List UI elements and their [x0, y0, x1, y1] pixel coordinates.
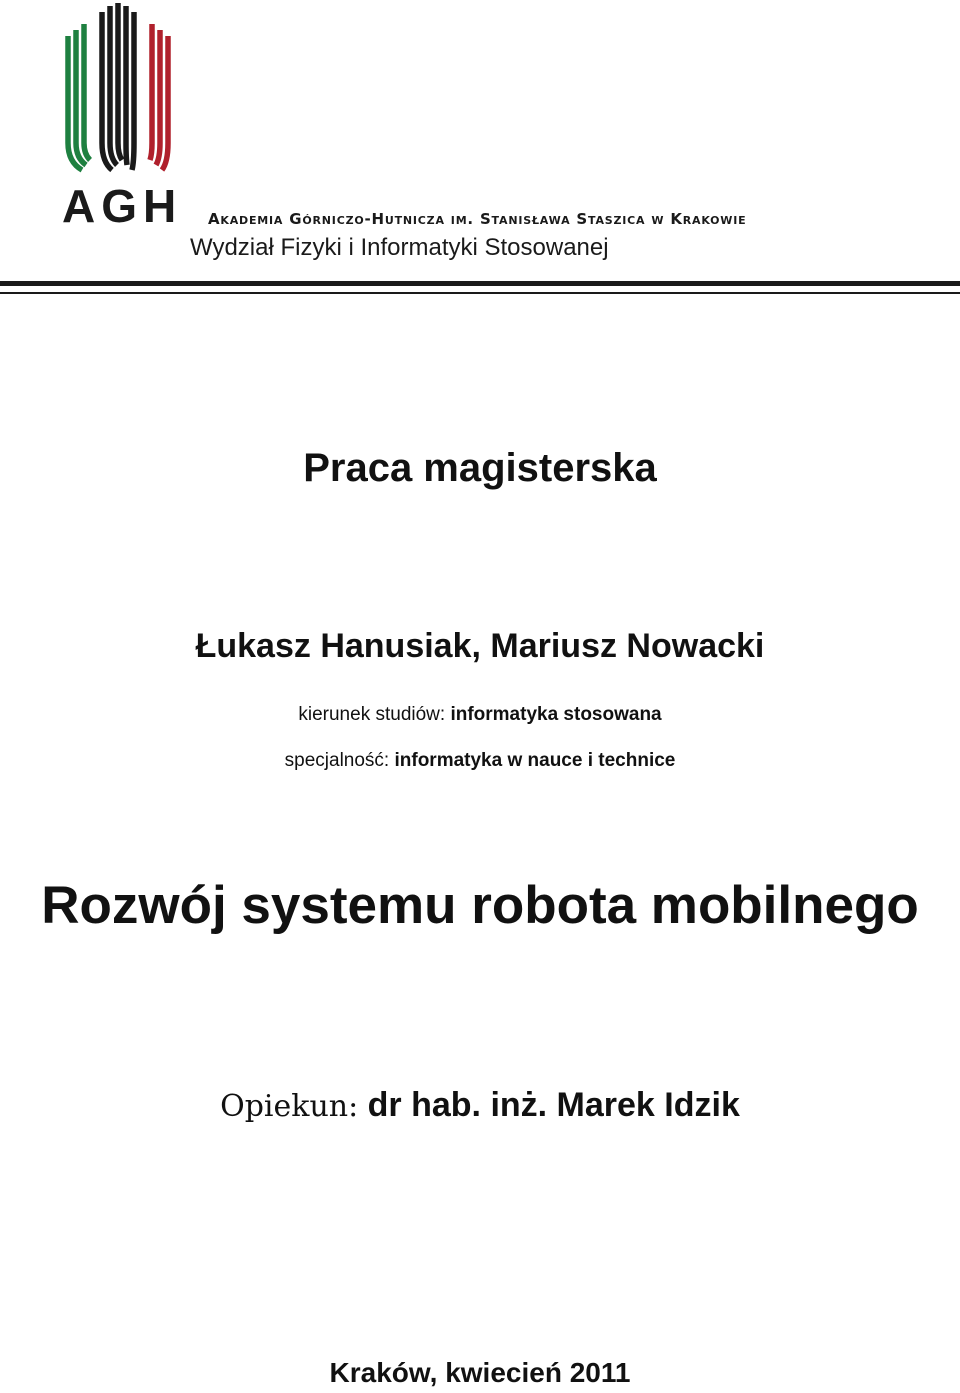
supervisor-label: Opiekun: — [220, 1089, 359, 1124]
logo-letters: AGH — [62, 180, 183, 232]
specialty-label: specjalność: — [284, 750, 390, 771]
authors: Łukasz Hanusiak, Mariusz Nowacki — [195, 627, 765, 665]
agh-logo-stripes — [60, 0, 185, 178]
field-of-study-value: informatyka stosowana — [450, 704, 662, 725]
header-rule-thin — [0, 292, 960, 294]
specialty — [0, 750, 960, 773]
specialty-value: informatyka w nauce i technice — [394, 750, 676, 771]
supervisor-name: dr hab. inż. Marek Idzik — [367, 1086, 740, 1124]
university-name: Akademia Górniczo-Hutnicza im. Stanisława Staszica w Krakowie — [208, 210, 747, 228]
field-of-study — [0, 704, 960, 727]
place-date: Kraków, kwiecień 2011 — [329, 1357, 631, 1388]
thesis-type: Praca magisterska — [303, 446, 657, 490]
field-of-study-label: kierunek studiów: — [298, 704, 446, 725]
thesis-title: Rozwój systemu robota mobilnego — [41, 876, 919, 935]
supervisor — [0, 1085, 960, 1126]
faculty-name: Wydział Fizyki i Informatyki Stosowanej — [190, 234, 609, 261]
header-rule-thick — [0, 281, 960, 286]
